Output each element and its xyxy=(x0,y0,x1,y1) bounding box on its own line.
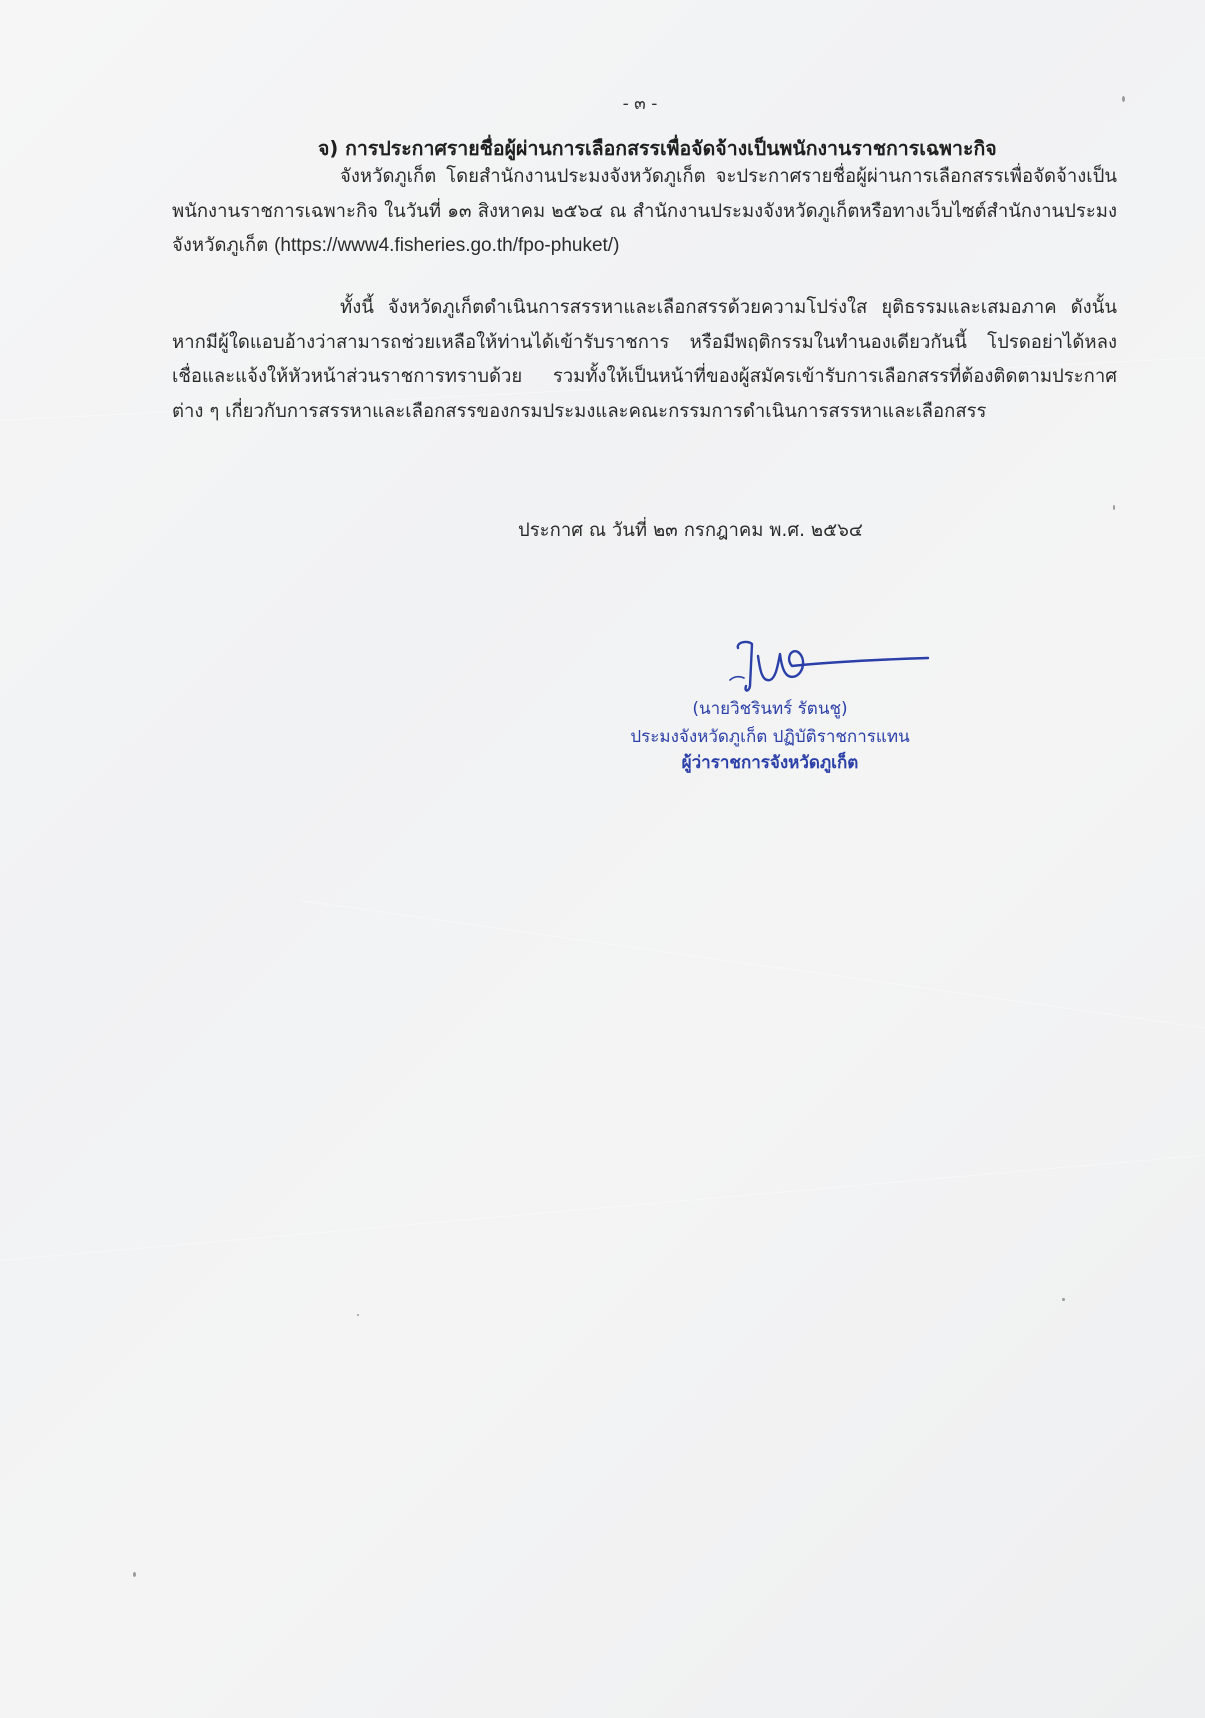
paper-speck xyxy=(1113,505,1115,510)
website-url: (https://www4.fisheries.go.th/fpo-phuket/) xyxy=(274,235,620,256)
signer-authority: ผู้ว่าราชการจังหวัดภูเก็ต xyxy=(681,753,859,773)
paragraph-text: ทั้งนี้ จังหวัดภูเก็ตดำเนินการสรรหาและเลือกสรรด้วยความโปร่งใส ยุติธรรมและเสมอภาค ดังนั้น หากมีผู้ใดแอบอ้างว่าสามารถช่วยเหลือให้ท่านได้เข้ารับราชการ หรือมีพฤติกรรมในทำนองเดียวกันนี้ โปรดอย่าได้หลงเชื่อและแจ้งให้หัวหน้าส่วนราชการทราบด้วย รวมทั้งให้เป็นหน้าที่ของผู้สมัครเข้ารับการเลือกสรรที่ต้องติดตามประกาศต่าง ๆ เกี่ยวกับการสรรหาและเลือกสรรของกรมประมงและคณะกรรมการดำเนินการสรรหาและเลือกสรร xyxy=(172,297,1117,422)
section-heading: จ) การประกาศรายชื่อผู้ผ่านการเลือกสรรเพื่อจัดจ้างเป็นพนักงานราชการเฉพาะกิจ xyxy=(318,137,997,160)
announcement-date: ประกาศ ณ วันที่ ๒๓ กรกฎาคม พ.ศ. ๒๕๖๔ xyxy=(518,520,863,541)
signer-name: (นายวิชรินทร์ รัตนชู) xyxy=(692,699,848,719)
paper-crease xyxy=(0,1147,1205,1261)
paper-speck xyxy=(357,1314,359,1316)
page-number: - ๓ - xyxy=(622,94,658,114)
paragraph-text: จังหวัดภูเก็ต โดยสำนักงานประมงจังหวัดภูเก็ต จะประกาศรายชื่อผู้ผ่านการเลือกสรรเพื่อจัดจ้างเป็นพนักงานราชการเฉพาะกิจ ในวันที่ ๑๓ สิงหาคม ๒๕๖๔ ณ สำนักงานประมงจังหวัดภูเก็ตหรือทางเว็บไซต์สำนักงานประมงจังหวัดภูเก็ต xyxy=(172,166,1117,256)
paper-crease xyxy=(300,900,1205,1054)
paper-speck xyxy=(1062,1298,1065,1301)
paragraph-announcement-schedule xyxy=(172,160,1117,264)
signer-title: ประมงจังหวัดภูเก็ต ปฏิบัติราชการแทน xyxy=(630,727,910,747)
paper-speck xyxy=(133,1572,136,1577)
paper-speck xyxy=(1122,96,1125,102)
paragraph-transparency-notice xyxy=(172,291,1117,429)
